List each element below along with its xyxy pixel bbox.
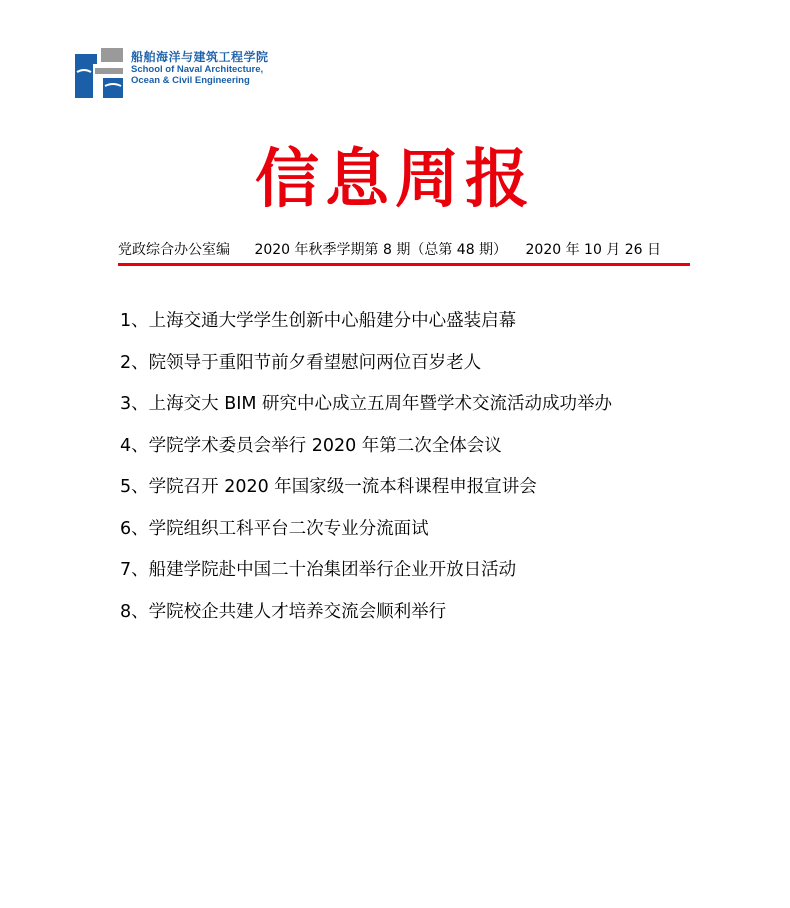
school-name-en-line1: School of Naval Architecture,: [131, 64, 264, 75]
issue-editor: 党政综合办公室编: [118, 242, 230, 258]
issue-number: 2020 年秋季学期第 8 期（总第 48 期）: [254, 242, 508, 258]
headline-item[interactable]: 6、学院组织工科平台二次专业分流面试: [120, 518, 429, 539]
headline-list: [120, 310, 612, 642]
school-emblem-icon: [75, 48, 125, 100]
issue-info: [118, 240, 690, 260]
logo-text: [131, 50, 269, 86]
headline-item[interactable]: 4、学院学术委员会举行 2020 年第二次全体会议: [120, 435, 502, 456]
red-divider: [118, 263, 690, 266]
headline-item[interactable]: 5、学院召开 2020 年国家级一流本科课程申报宣讲会: [120, 477, 537, 497]
school-name-en-line2: Ocean & Civil Engineering: [131, 75, 250, 86]
newsletter-title: 信息周报: [255, 142, 535, 217]
headline-item[interactable]: 1、上海交通大学学生创新中心船建分中心盛装启幕: [120, 311, 517, 331]
headline-item[interactable]: 8、学院校企共建人才培养交流会顺利举行: [120, 601, 447, 622]
school-logo: [75, 48, 275, 102]
headline-item[interactable]: 7、船建学院赴中国二十冶集团举行企业开放日活动: [120, 560, 517, 580]
headline-item[interactable]: 3、上海交大 BIM 研究中心成立五周年暨学术交流活动成功举办: [120, 394, 613, 414]
issue-date: 2020 年 10 月 26 日: [525, 242, 662, 258]
headline-item[interactable]: 2、院领导于重阳节前夕看望慰问两位百岁老人: [120, 352, 482, 373]
school-name-cn: 船舶海洋与建筑工程学院: [131, 50, 269, 64]
